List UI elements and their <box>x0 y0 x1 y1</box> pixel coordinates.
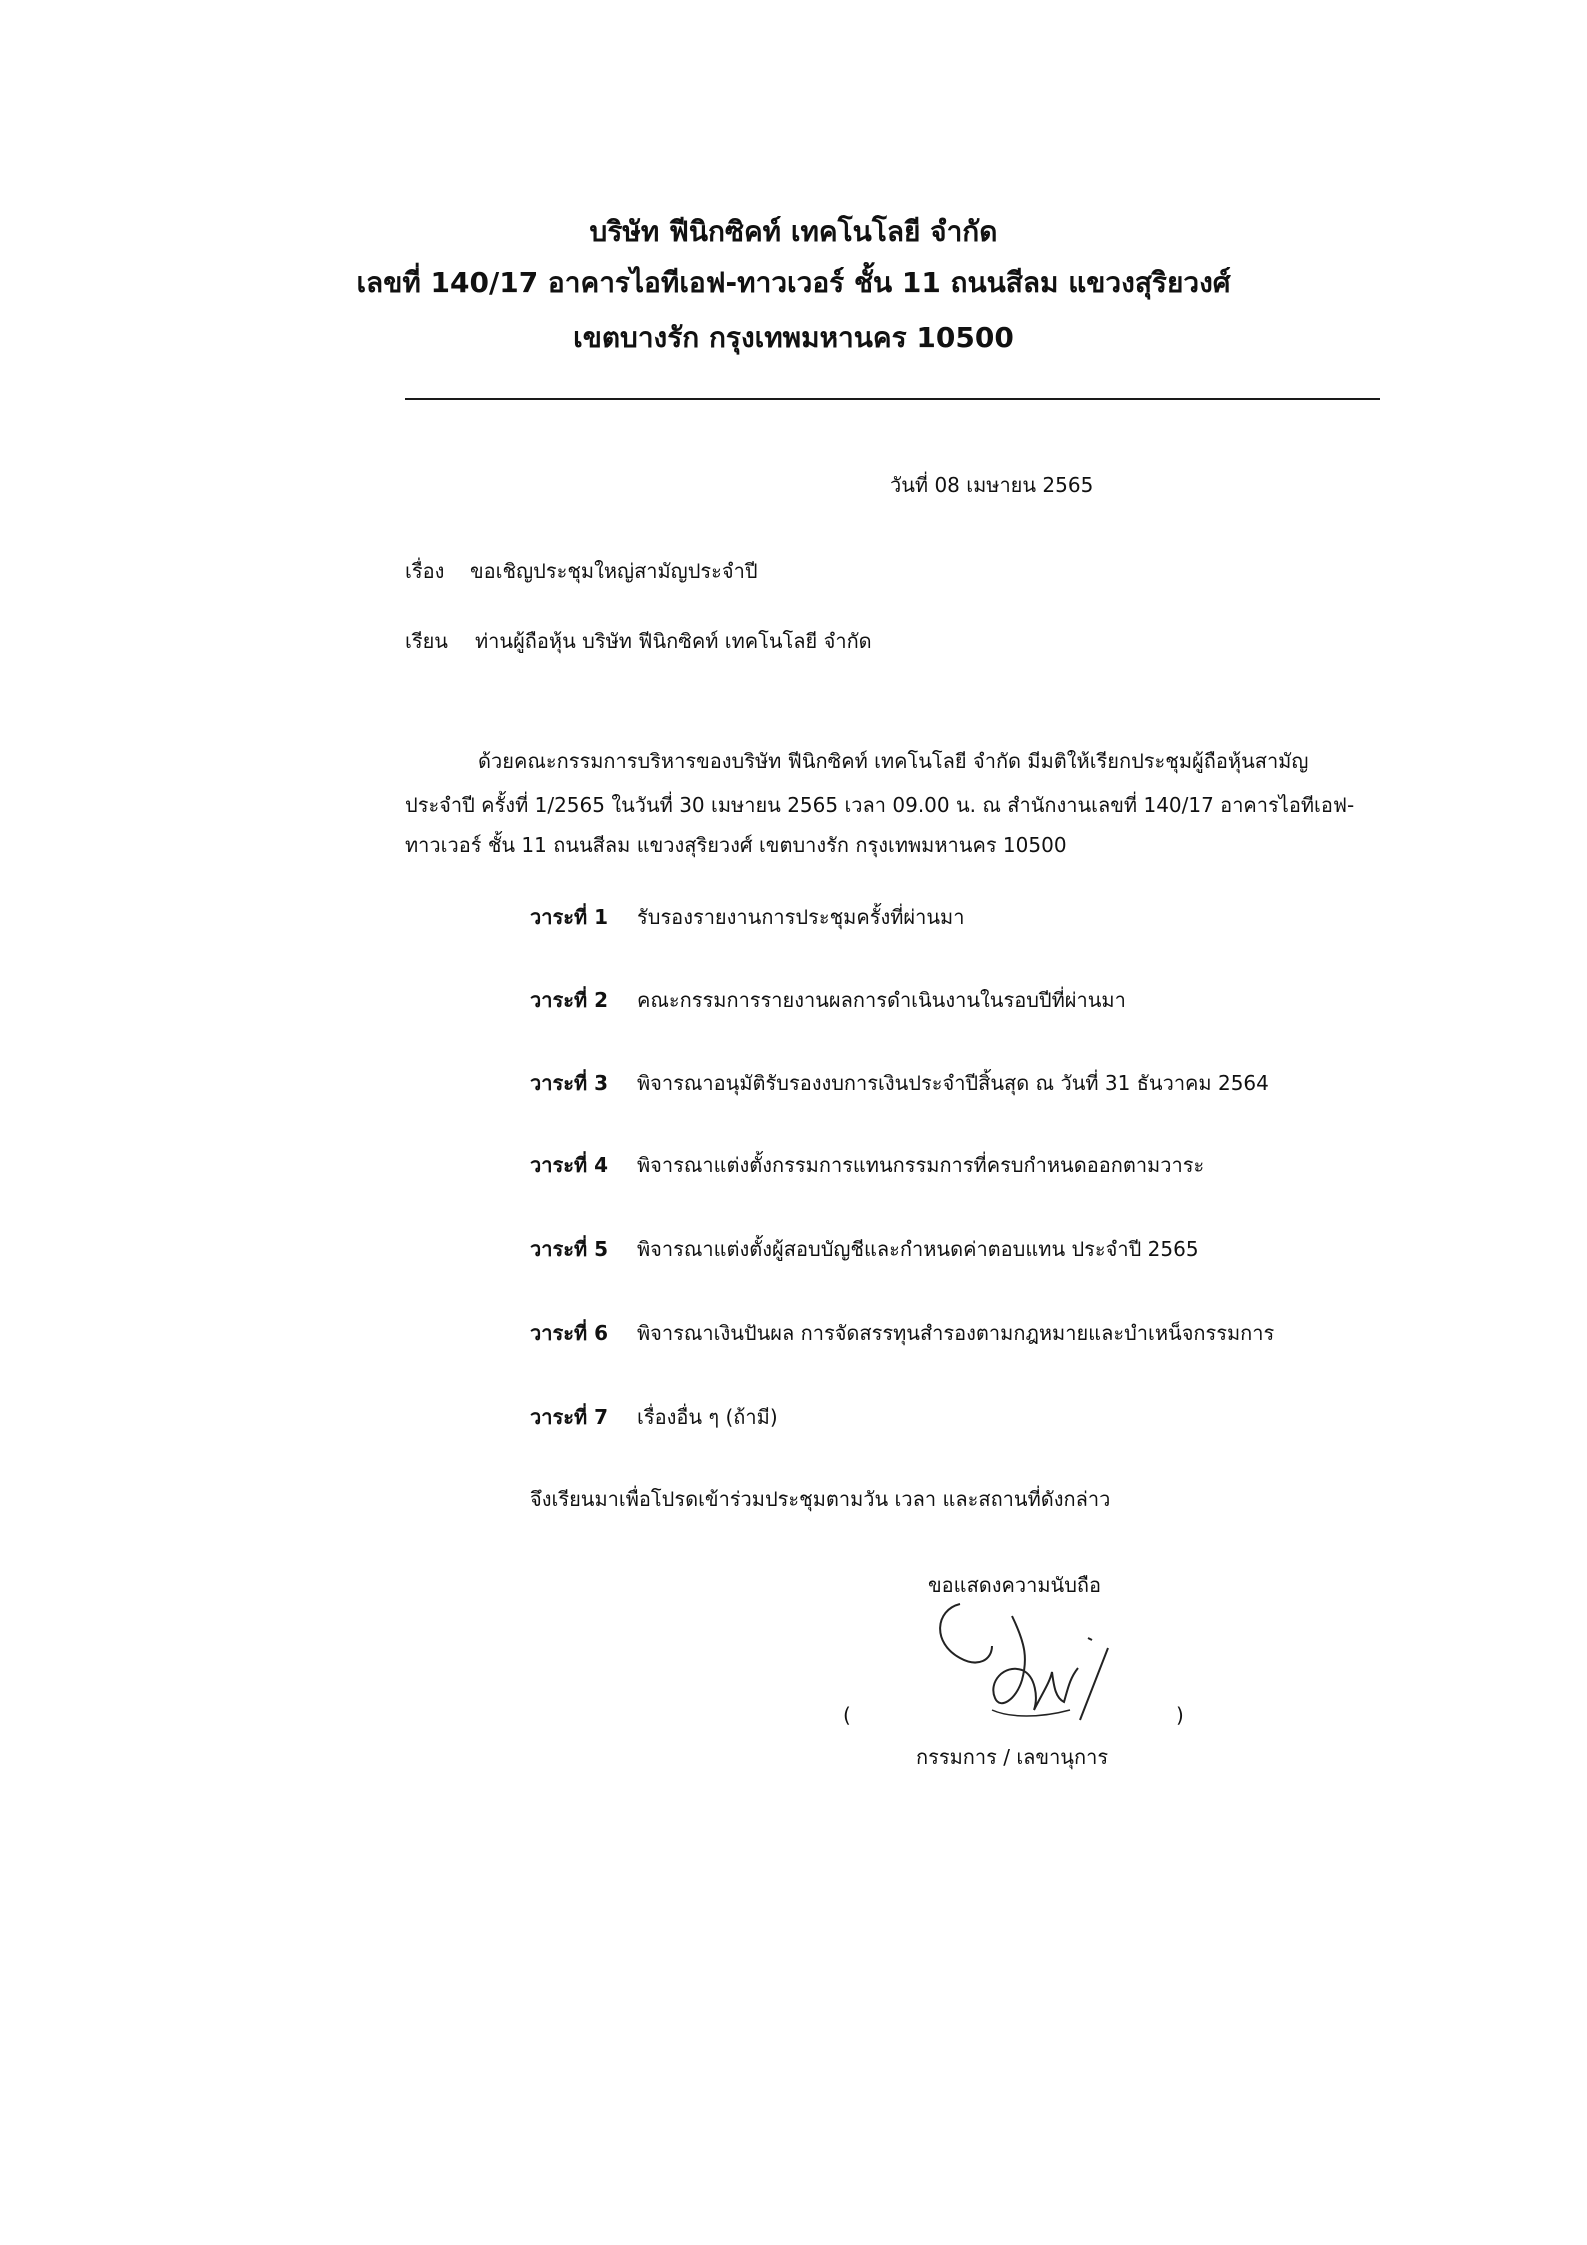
company-name: บริษัท ฟีนิกซิคท์ เทคโนโลยี จำกัด <box>589 215 998 248</box>
subject-label: เรื่อง <box>405 559 445 583</box>
agenda-text: พิจารณาเงินปันผล การจัดสรรทุนสำรองตามกฎหมายและบำเหน็จกรรมการ <box>637 1321 1275 1345</box>
agenda-text: เรื่องอื่น ๆ (ถ้ามี) <box>637 1405 778 1429</box>
agenda-text: พิจารณาแต่งตั้งกรรมการแทนกรรมการที่ครบกำหนดออกตามวาระ <box>637 1153 1205 1177</box>
agenda-number: วาระที่ 6 <box>530 1321 609 1345</box>
agenda-number: วาระที่ 4 <box>530 1153 609 1177</box>
header-divider <box>405 398 1380 400</box>
body-line-1: ด้วยคณะกรรมการบริหารของบริษัท ฟีนิกซิคท์ เทคโนโลยี จำกัด มีมติให้เรียกประชุมผู้ถือหุ้นสามัญ <box>478 749 1309 773</box>
body-line-3: ทาวเวอร์ ชั้น 11 ถนนสีลม แขวงสุริยวงศ์ เขตบางรัก กรุงเทพมหานคร 10500 <box>405 833 1067 857</box>
recipient-label: เรียน <box>405 629 448 653</box>
company-address-line2: เขตบางรัก กรุงเทพมหานคร 10500 <box>573 321 1014 354</box>
body-line-2: ประจำปี ครั้งที่ 1/2565 ในวันที่ 30 เมษายน 2565 เวลา 09.00 น. ณ สำนักงานเลขที่ 140/17 อาคารไอทีเอฟ- <box>405 793 1355 817</box>
agenda-number: วาระที่ 7 <box>530 1405 609 1429</box>
agenda-number: วาระที่ 2 <box>530 988 609 1012</box>
agenda-number: วาระที่ 5 <box>530 1237 609 1261</box>
recipient-value: ท่านผู้ถือหุ้น บริษัท ฟีนิกซิคท์ เทคโนโลยี จำกัด <box>475 629 872 653</box>
signature <box>930 1598 1160 1738</box>
agenda-number: วาระที่ 3 <box>530 1071 609 1095</box>
agenda-text: คณะกรรมการรายงานผลการดำเนินงานในรอบปีที่ผ่านมา <box>637 988 1126 1012</box>
agenda-number: วาระที่ 1 <box>530 905 609 929</box>
agenda-text: พิจารณาแต่งตั้งผู้สอบบัญชีและกำหนดค่าตอบแทน ประจำปี 2565 <box>637 1237 1199 1261</box>
regards: ขอแสดงความนับถือ <box>928 1573 1102 1597</box>
signer-name-open-paren: ( <box>843 1703 851 1727</box>
agenda-text: พิจารณาอนุมัติรับรองงบการเงินประจำปีสิ้นสุด ณ วันที่ 31 ธันวาคม 2564 <box>637 1071 1269 1095</box>
signer-name-close-paren: ) <box>1176 1703 1184 1727</box>
agenda-text: รับรองรายงานการประชุมครั้งที่ผ่านมา <box>637 905 965 929</box>
subject-value: ขอเชิญประชุมใหญ่สามัญประจำปี <box>470 559 758 583</box>
closing-sentence: จึงเรียนมาเพื่อโปรดเข้าร่วมประชุมตามวัน เวลา และสถานที่ดังกล่าว <box>530 1487 1111 1511</box>
signer-title: กรรมการ / เลขานุการ <box>916 1745 1109 1769</box>
company-address-line1: เลขที่ 140/17 อาคารไอทีเอฟ-ทาวเวอร์ ชั้น 11 ถนนสีลม แขวงสุริยวงศ์ <box>356 266 1231 299</box>
letter-date: วันที่ 08 เมษายน 2565 <box>890 473 1094 497</box>
